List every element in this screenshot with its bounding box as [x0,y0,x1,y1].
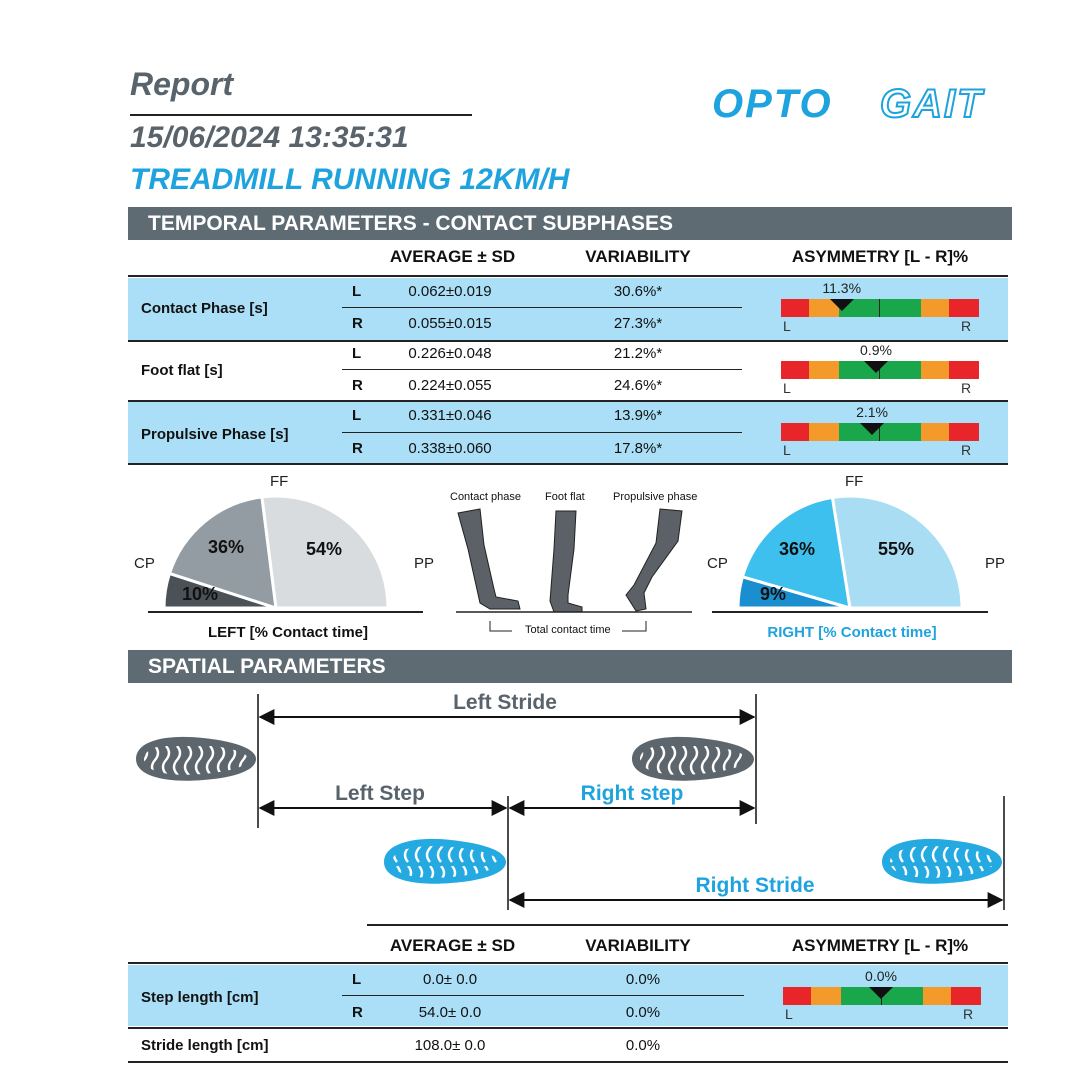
right-stride-label: Right Stride [695,874,815,897]
asymmetry-scale-segment [811,987,841,1005]
left-cp-percent: 10% [182,584,219,604]
variability-value: 24.6%* [613,377,663,394]
row-label-propulsive-phase: Propulsive Phase [s] [141,426,289,443]
right-pp-label: PP [985,555,1006,572]
avg-value: 108.0± 0.0 [414,1037,486,1054]
row-label-stride-length: Stride length [cm] [141,1037,269,1054]
report-datetime: 15/06/2024 13:35:31 [130,121,409,154]
temporal-section-header: TEMPORAL PARAMETERS - CONTACT SUBPHASES [128,207,1012,240]
asymmetry-scale-bar [781,299,979,317]
row-separator [342,995,744,996]
avg-value: 0.224±0.055 [408,377,492,394]
asymmetry-right-label: R [961,442,972,458]
report-title: Report [130,66,234,102]
asymmetry-right-label: R [961,318,972,334]
right-pie-caption: RIGHT [% Contact time] [767,624,937,641]
table-bottom-rule [128,1061,1008,1063]
leg-contact-icon [458,509,520,609]
leg-phase-diagram [450,505,700,640]
variability-value: 0.0% [625,1037,661,1054]
optogait-logo [712,82,1012,126]
asymmetry-gauge [783,968,981,1024]
label-contact-phase: Contact phase [450,491,521,503]
col-average-sd: AVERAGE ± SD [389,247,516,266]
leg-footflat-icon [550,511,582,612]
left-stride-label: Left Stride [453,691,557,714]
row-label-foot-flat: Foot flat [s] [141,362,223,379]
asymmetry-value: 2.1% [856,404,889,420]
col-variability: VARIABILITY [585,936,691,955]
logo-gait: GAIT [880,82,984,126]
asymmetry-left-label: L [785,1006,793,1022]
right-pp-percent: 55% [878,539,915,559]
asymmetry-gauge [781,280,979,336]
table-bottom-rule [128,463,1008,465]
avg-value: 0.062±0.019 [408,283,492,300]
left-footprint-icon [632,737,754,781]
side-l: L [352,971,362,988]
asymmetry-scale-segment [921,361,949,379]
asymmetry-right-label: R [961,380,972,396]
asymmetry-scale-segment [951,987,981,1005]
asymmetry-scale-segment [921,299,949,317]
right-cp-label: CP [707,555,728,572]
label-foot-flat: Foot flat [545,491,585,503]
asymmetry-marker-icon [869,987,893,999]
right-footprint-icon [882,839,1002,884]
asymmetry-scale-segment [783,987,811,1005]
asymmetry-left-label: L [783,380,791,396]
left-ff-percent: 36% [208,537,245,557]
asymmetry-left-label: L [783,318,791,334]
asymmetry-scale-segment [879,423,921,441]
left-pie-caption: LEFT [% Contact time] [208,624,368,641]
row-label-step-length: Step length [cm] [141,989,259,1006]
asymmetry-scale-segment [921,423,949,441]
spatial-section-header: SPATIAL PARAMETERS [128,650,1012,683]
left-step-label: Left Step [335,782,425,805]
row-label-contact-phase: Contact Phase [s] [141,300,268,317]
side-r: R [352,315,363,332]
avg-value: 54.0± 0.0 [418,1004,482,1021]
variability-value: 0.0% [625,971,661,988]
left-pp-percent: 54% [306,539,343,559]
row-separator [342,369,742,370]
col-average-sd: AVERAGE ± SD [389,936,516,955]
left-footprint-icon [136,737,256,781]
title-underline [130,114,472,116]
variability-value: 21.2%* [613,345,663,362]
left-cp-label: CP [134,555,155,572]
row-separator [342,307,742,308]
variability-value: 27.3%* [613,315,663,332]
asymmetry-right-label: R [963,1006,974,1022]
spatial-table-header-rule [128,962,1008,964]
asymmetry-scale-segment [781,299,809,317]
right-pie-chart [700,470,1000,620]
variability-value: 13.9%* [613,407,663,424]
table-top-rule [128,275,1008,277]
avg-value: 0.0± 0.0 [422,971,478,988]
side-l: L [352,283,362,300]
asymmetry-gauge [781,404,979,460]
col-variability: VARIABILITY [585,247,691,266]
col-asymmetry: ASYMMETRY [L - R]% [791,936,969,955]
test-name: TREADMILL RUNNING 12KM/H [130,163,570,196]
left-pp-label: PP [414,555,435,572]
right-step-label: Right step [580,782,684,805]
asymmetry-value: 11.3% [822,280,862,296]
avg-value: 0.055±0.015 [408,315,492,332]
variability-value: 17.8%* [613,440,663,457]
leg-propulsive-icon [626,509,682,611]
side-l: L [352,345,362,362]
asymmetry-scale-segment [781,361,809,379]
asymmetry-marker-icon [860,423,884,435]
asymmetry-scale-segment [809,361,839,379]
asymmetry-marker-icon [864,361,888,373]
label-propulsive-phase: Propulsive phase [613,491,698,503]
row-separator [342,432,742,433]
asymmetry-left-label: L [783,442,791,458]
col-asymmetry: ASYMMETRY [L - R]% [791,247,969,266]
right-ff-percent: 36% [779,539,816,559]
asymmetry-scale-segment [809,423,839,441]
variability-value: 0.0% [625,1004,661,1021]
side-r: R [352,1004,363,1021]
asymmetry-value: 0.9% [860,342,892,358]
side-r: R [352,377,363,394]
asymmetry-scale-segment [949,299,979,317]
avg-value: 0.226±0.048 [408,345,492,362]
asymmetry-gauge [781,342,979,398]
asymmetry-scale-segment [949,423,979,441]
left-pie-chart [128,470,428,620]
right-cp-percent: 9% [760,584,787,604]
spatial-table-top-rule [367,924,1008,926]
asymmetry-scale-segment [879,299,921,317]
side-r: R [352,440,363,457]
asymmetry-value: 0.0% [865,968,897,984]
right-footprint-icon [384,839,506,884]
row-rule [128,1027,1008,1029]
asymmetry-scale-segment [781,423,809,441]
avg-value: 0.338±0.060 [408,440,492,457]
asymmetry-marker-icon [830,299,854,311]
logo-opto: OPTO [712,82,833,126]
side-l: L [352,407,362,424]
right-ff-label: FF [845,473,864,490]
asymmetry-scale-segment [949,361,979,379]
asymmetry-center-tick [879,299,880,317]
left-ff-label: FF [270,473,289,490]
asymmetry-scale-segment [923,987,951,1005]
variability-value: 30.6%* [613,283,663,300]
avg-value: 0.331±0.046 [408,407,492,424]
label-total-contact-time: Total contact time [525,624,611,636]
